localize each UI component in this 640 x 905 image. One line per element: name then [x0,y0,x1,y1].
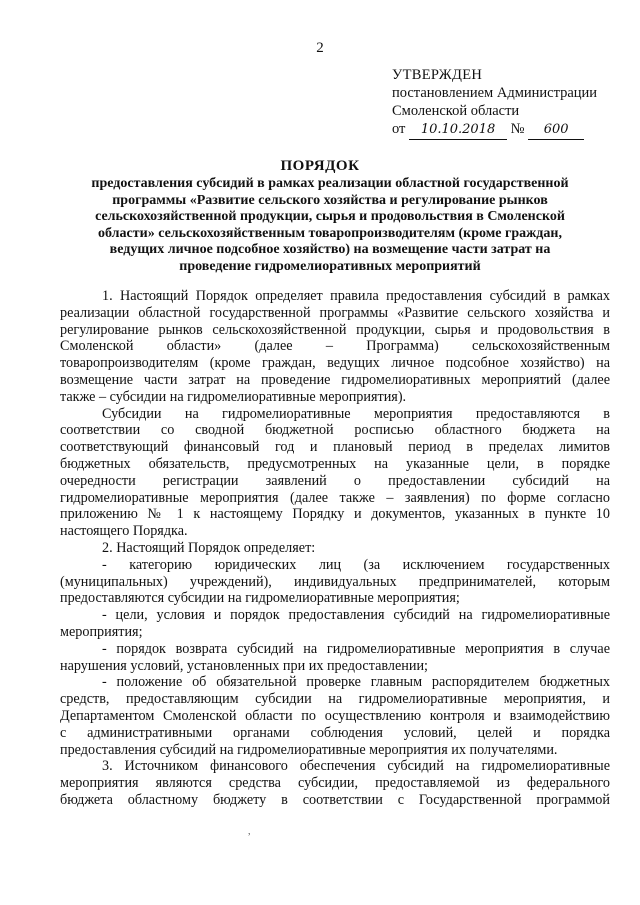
approval-date-line [392,120,632,140]
subtitle-line: проведение гидромелиоративных мероприятий [179,258,481,274]
page-number: 2 [316,40,324,56]
body-line: бюджета областному бюджету в соответствии с Государственной программой [60,791,610,808]
body-line: очередности регистрации заявлений о предоставлении субсидий на [60,472,610,489]
handwritten-number: 600 [528,121,584,140]
body-line: 3. Источником финансового обеспечения субсидий на гидромелиоративные [102,758,610,775]
body-line: - цели, условия и порядок предоставления субсидий на гидромелиоративные [102,607,610,624]
body-line: мероприятия являются средства субсидии, предоставляемой из федерального [60,775,610,792]
body-line: приложению № 1 к настоящему Порядку и документов, указанных в пункте 10 [60,506,610,523]
body-line: товаропроизводителям (кроме граждан, ведущих личное подсобное хозяйство) на [60,355,610,372]
body-line: нарушения условий, установленных при их предоставлении; [60,657,429,674]
subtitle-line: предоставления субсидий в рамках реализации областной государственной [91,176,569,191]
body-line: соответствующий финансовый год и плановый период в пределах лимитов [60,439,610,456]
approval-block [392,66,632,140]
body-line: 2. Настоящий Порядок определяет: [102,539,316,556]
date-prefix: от [392,121,406,137]
subtitle-line: сельскохозяйственной продукции, сырья и продовольствия в Смоленской [95,209,565,224]
body-line: Смоленской области» (далее – Программа) сельскохозяйственным [60,338,610,355]
body-line: средств, предоставляющим субсидии на гидромелиоративные мероприятия, и [60,691,610,708]
body-line: (муниципальных) учреждений), индивидуальных предпринимателей, которым [60,573,610,590]
body-line: с административными органами соблюдения условий, целей и порядка [60,724,610,741]
subtitle-line: области» сельскохозяйственным товаропроизводителям (кроме граждан, [98,225,562,241]
subtitle-line: ведущих личное подсобное хозяйство) на возмещение части затрат на [109,242,551,257]
body-line: - порядок возврата субсидий на гидромелиоративные мероприятия в случае [102,640,610,657]
body-line: реализации областной государственной программы «Развитие сельского хозяйства и [60,304,610,321]
body-line: настоящего Порядка. [60,523,188,540]
approval-title: УТВЕРЖДЕН [392,67,483,83]
document-heading: ПОРЯДОК [280,158,360,174]
document-subtitle [60,176,600,275]
body-line: предоставления субсидий на гидромелиоративные мероприятия их получателями. [60,741,558,758]
body-line: Субсидии на гидромелиоративные мероприятия предоставляются в [102,405,610,422]
approval-line-1: постановлением Администрации [392,85,598,101]
body-line: также – субсидии на гидромелиоративные мероприятия). [60,388,407,405]
body-line: 1. Настоящий Порядок определяет правила предоставления субсидий в рамках [102,288,610,304]
body-line: регулирование рынков сельскохозяйственной продукции, сырья и продовольствия в [60,321,610,338]
scan-speck: , [248,826,251,837]
subtitle-line: программы «Развитие сельского хозяйства и регулирование рынков [112,192,548,208]
body-line: гидромелиоративные мероприятия (далее также – заявления) по форме согласно [60,489,610,506]
body-line: - положение об обязательной проверке главным распорядителем бюджетных [102,674,610,691]
body-line: мероприятия; [60,623,143,640]
number-prefix: № [510,121,525,137]
body-line: - категорию юридических лиц (за исключением государственных [102,556,610,573]
handwritten-date: 10.10.2018 [409,121,507,140]
body-line: возмещение части затрат на проведение гидромелиоративных мероприятий (далее [60,371,610,388]
approval-line-2: Смоленской области [392,103,520,119]
body-line: Департаментом Смоленской области по осуществлению контроля и взаимодействию [60,707,610,724]
document-body [60,288,610,809]
body-line: предоставляются субсидии на гидромелиоративные мероприятия; [60,590,460,607]
body-line: соответствии со сводной бюджетной росписью областного бюджета на [60,422,610,439]
body-line: бюджетных обязательств, предусмотренных на указанные цели, в порядке [60,455,610,472]
